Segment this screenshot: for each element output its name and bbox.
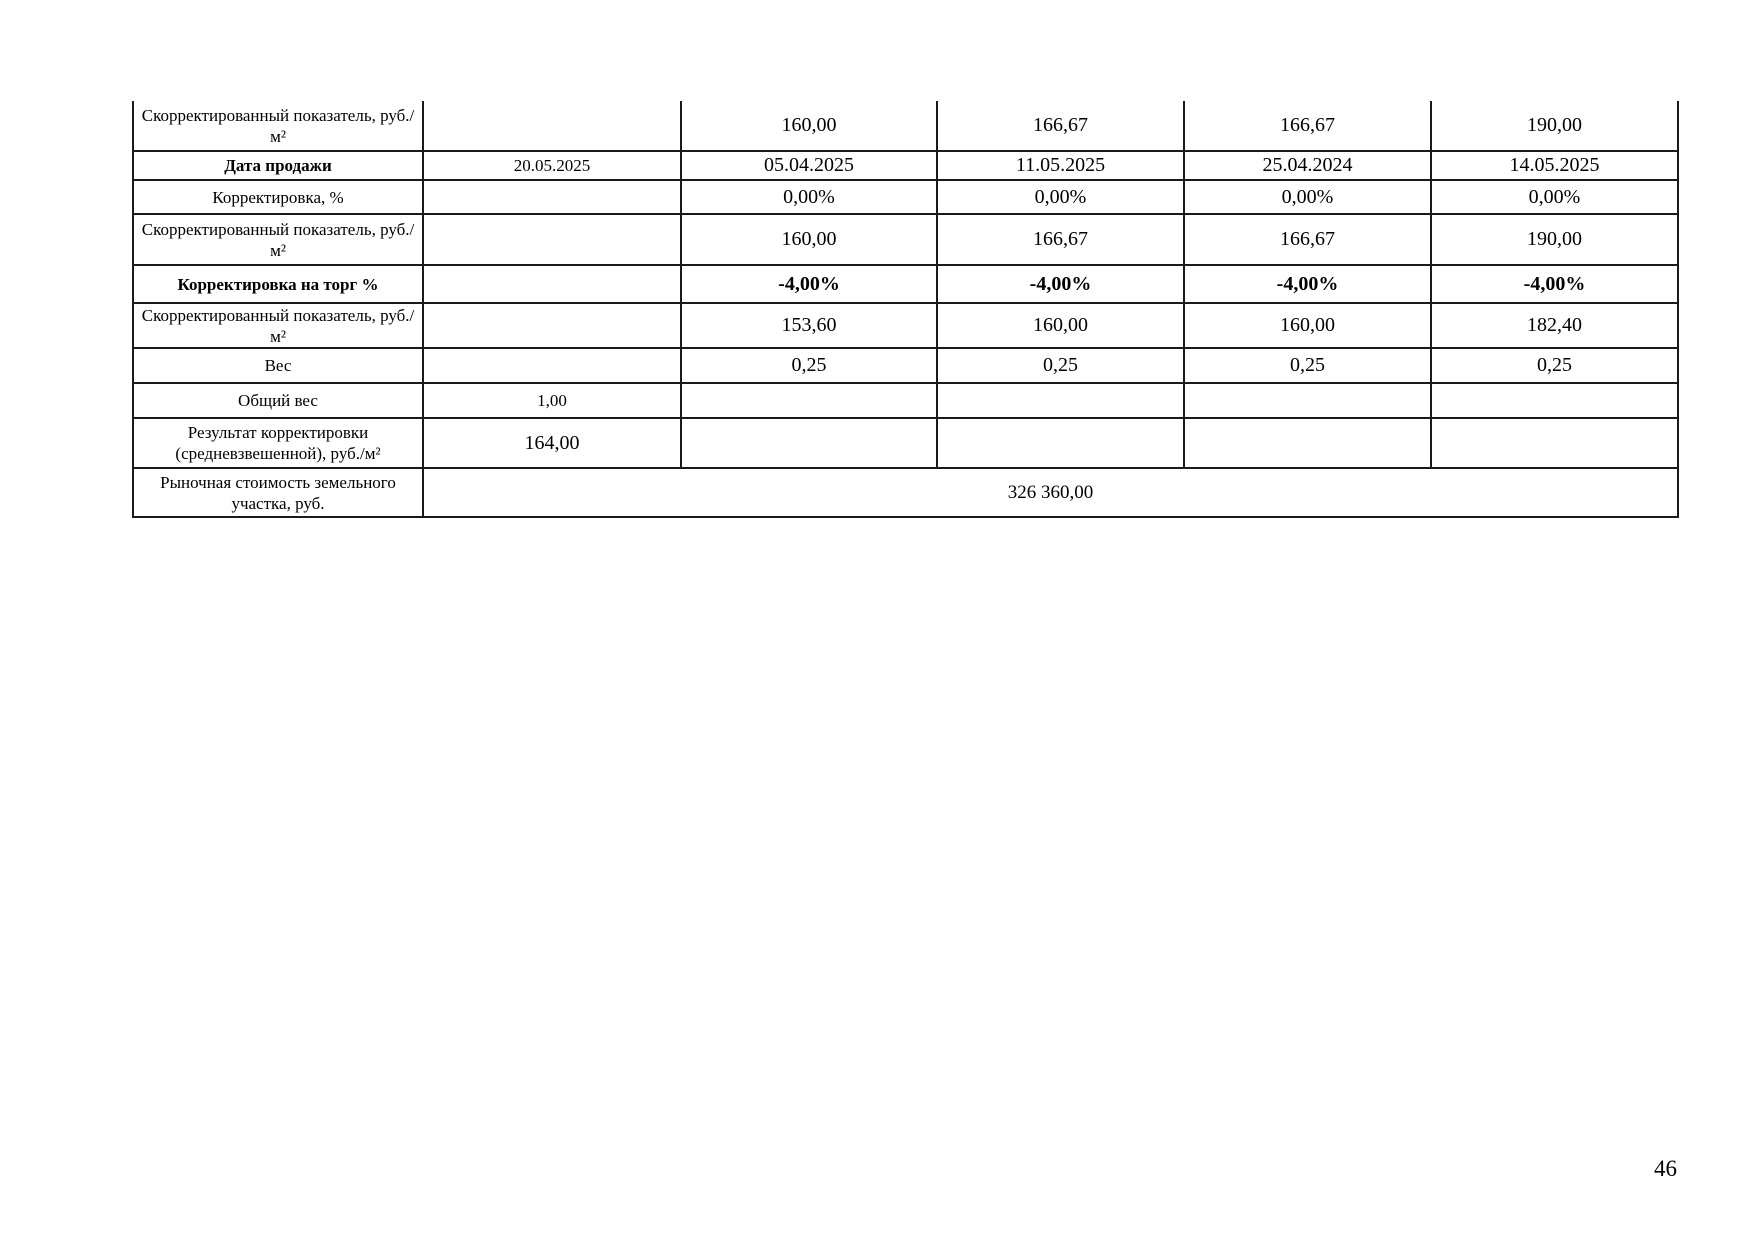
- analog-1-cell: 160,00: [681, 214, 937, 265]
- analog-2-cell: 160,00: [937, 303, 1184, 348]
- table-row: [133, 303, 1678, 348]
- market-value-cell: 326 360,00: [423, 468, 1678, 517]
- analog-3-cell: 166,67: [1184, 214, 1431, 265]
- subject-cell: 1,00: [423, 383, 681, 418]
- analog-3-cell: 0,00%: [1184, 180, 1431, 214]
- table-row: [133, 383, 1678, 418]
- analog-2-cell: [937, 418, 1184, 468]
- subject-cell: 20.05.2025: [423, 151, 681, 180]
- row-label: Корректировка на торг %: [133, 265, 423, 303]
- subject-cell: [423, 348, 681, 383]
- subject-cell: [423, 214, 681, 265]
- subject-cell: [423, 303, 681, 348]
- analog-4-cell: 190,00: [1431, 101, 1678, 151]
- table-row: [133, 214, 1678, 265]
- analog-3-cell: 160,00: [1184, 303, 1431, 348]
- analog-4-cell: 14.05.2025: [1431, 151, 1678, 180]
- analog-2-cell: [937, 383, 1184, 418]
- analog-3-cell: -4,00%: [1184, 265, 1431, 303]
- table-row: [133, 418, 1678, 468]
- analog-2-cell: 11.05.2025: [937, 151, 1184, 180]
- subject-cell: 164,00: [423, 418, 681, 468]
- analog-4-cell: [1431, 383, 1678, 418]
- table-row: [133, 101, 1678, 151]
- row-label: Рыночная стоимость земельного участка, руб.: [133, 468, 423, 517]
- page-number: 46: [1654, 1156, 1677, 1181]
- table-row: [133, 180, 1678, 214]
- analog-1-cell: -4,00%: [681, 265, 937, 303]
- analog-1-cell: [681, 383, 937, 418]
- table-row: [133, 348, 1678, 383]
- row-label: Вес: [133, 348, 423, 383]
- analog-4-cell: 190,00: [1431, 214, 1678, 265]
- row-label: Скорректированный показатель, руб./м²: [133, 101, 423, 151]
- row-label: Общий вес: [133, 383, 423, 418]
- analog-1-cell: 0,00%: [681, 180, 937, 214]
- analog-3-cell: 25.04.2024: [1184, 151, 1431, 180]
- analog-4-cell: [1431, 418, 1678, 468]
- analog-3-cell: 0,25: [1184, 348, 1431, 383]
- analog-4-cell: 182,40: [1431, 303, 1678, 348]
- subject-cell: [423, 180, 681, 214]
- analog-2-cell: 0,00%: [937, 180, 1184, 214]
- analog-1-cell: 153,60: [681, 303, 937, 348]
- analog-1-cell: [681, 418, 937, 468]
- analog-1-cell: 0,25: [681, 348, 937, 383]
- subject-cell: [423, 265, 681, 303]
- row-label: Скорректированный показатель, руб./м²: [133, 214, 423, 265]
- analog-4-cell: -4,00%: [1431, 265, 1678, 303]
- row-label: Скорректированный показатель, руб./м²: [133, 303, 423, 348]
- valuation-adjustment-table: [132, 101, 1679, 518]
- analog-4-cell: 0,25: [1431, 348, 1678, 383]
- analog-1-cell: 160,00: [681, 101, 937, 151]
- analog-1-cell: 05.04.2025: [681, 151, 937, 180]
- analog-3-cell: [1184, 418, 1431, 468]
- row-label: Результат корректировки (средневзвешенной), руб./м²: [133, 418, 423, 468]
- table-row: [133, 151, 1678, 180]
- analog-2-cell: 166,67: [937, 214, 1184, 265]
- analog-2-cell: 0,25: [937, 348, 1184, 383]
- row-label: Дата продажи: [133, 151, 423, 180]
- table-row: [133, 468, 1678, 517]
- analog-4-cell: 0,00%: [1431, 180, 1678, 214]
- table-row: [133, 265, 1678, 303]
- analog-2-cell: 166,67: [937, 101, 1184, 151]
- subject-cell: [423, 101, 681, 151]
- row-label: Корректировка, %: [133, 180, 423, 214]
- analog-3-cell: [1184, 383, 1431, 418]
- analog-2-cell: -4,00%: [937, 265, 1184, 303]
- analog-3-cell: 166,67: [1184, 101, 1431, 151]
